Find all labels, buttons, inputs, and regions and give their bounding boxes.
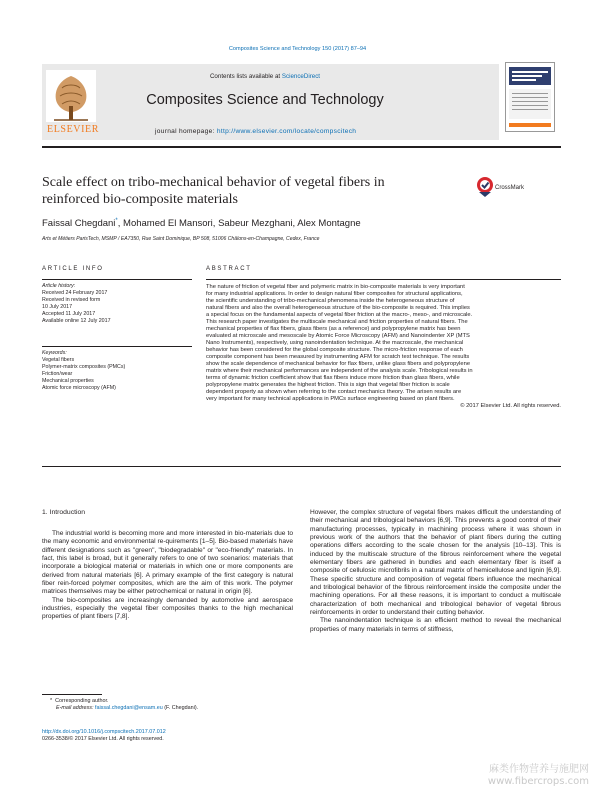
affiliation: Arts et Métiers ParisTech, MSMP / EA7350, Rue Saint Dominique, BP 508, 51006 Châlons-en-Champagne, Cedex, France — [42, 236, 320, 242]
abstract-bottom-rule — [42, 466, 561, 467]
doi-link[interactable]: http://dx.doi.org/10.1016/j.compscitech.2017.07.012 — [42, 729, 166, 735]
keywords-rule — [42, 346, 192, 347]
journal-cover-thumbnail — [505, 62, 555, 132]
title-line-1: Scale effect on tribo-mechanical behavior of vegetal fibers in — [42, 175, 385, 190]
history-item: Available online 12 July 2017 — [42, 317, 111, 324]
keywords-list — [42, 350, 125, 391]
history-label: Article history: — [42, 283, 76, 289]
email-label: E-mail address: — [56, 705, 95, 712]
abstract-line: a special focus on the fundamental aspects of vegetal fiber friction at the macro-, meso-, and microscale. — [206, 311, 473, 318]
journal-reference[interactable]: Composites Science and Technology 150 (2017) 87–94 — [228, 46, 367, 52]
abstract-line: evaluated at microscale and mesoscale by Atomic Force Microscopy (AFM) and Nanoindenter XP (MTS — [206, 332, 470, 339]
corresponding-author: Faissal Chegdani — [42, 218, 116, 230]
article-info-heading: ARTICLE INFO — [42, 266, 104, 272]
abstract-line: polypropylene matrix generates the highest friction. This is sign that vegetal fiber friction is scale — [206, 381, 450, 388]
section-heading: 1. Introduction — [42, 509, 86, 516]
site-watermark — [488, 764, 589, 788]
watermark-line-1: 麻类作物营养与施肥网 — [489, 764, 589, 775]
author-list — [42, 218, 361, 229]
keyword: Friction/wear — [42, 370, 73, 377]
keyword: Vegetal fibers — [42, 356, 75, 363]
corresponding-note: Corresponding author. — [55, 698, 109, 704]
body-paragraph: The nanoindentation technique is an efficient method to reveal the mechanical properties of many materials in terms of stiffness, — [310, 617, 561, 633]
abstract-line: the scientific understanding of tribo-mechanical phenomena inside the heterogeneous structure of — [206, 297, 455, 304]
abstract-line: terms of dynamic friction coefficient show that flax fibers induce more friction than glass fibers, while — [206, 374, 460, 381]
abstract-heading: ABSTRACT — [206, 266, 252, 272]
footnote — [50, 698, 198, 712]
article-title — [42, 174, 462, 208]
article-history — [42, 283, 111, 324]
title-line-2: reinforced bio-composite materials — [42, 192, 238, 207]
history-item: Accepted 11 July 2017 — [42, 310, 96, 317]
footnote-rule — [42, 694, 102, 695]
journal-title: Composites Science and Technology — [146, 92, 384, 108]
history-item: 10 July 2017 — [42, 303, 73, 310]
history-item: Received 24 February 2017 — [42, 289, 108, 296]
publisher-name: ELSEVIER — [46, 124, 100, 135]
body-paragraph: However, the complex structure of vegetal fibers makes difficult the understanding of their mechanical and tribological behaviors [6,9]. This prevents a good control of their manufacturing processes, typically in machining process where it was shown in previous work of the authors that the behavior of plant fibers during the cutting operations differs according to the scale chosen for the analysis [10–13]. This is induced by the multiscale structure of the fibrous reinforcement where the vegetal elementary fibers are gathered in bundles and each elementary fiber is itself a composite of cellulosic microfibrils in a natural matrix of hemicellulose and lignin [6,9]. These specific structure and composition of vegetal fibers influence the mechanical and tribological behavior of the fibrous reinforcement inside the composite under the machining operations. For all these reasons, it is important to conduct a multiscale characterization of both mechanical and tribological behavior of vegetal fibrous reinforcements in order to understand their cutting behavior. — [310, 509, 561, 617]
keyword: Mechanical properties — [42, 377, 94, 384]
corresponding-mark[interactable]: * — [115, 218, 118, 224]
keywords-label: Keywords: — [42, 350, 67, 356]
abstract-line: very important for many technical applications in PMCs surface engineering based on plant fibers. — [206, 395, 455, 402]
keyword: Polymer-matrix composites (PMCs) — [42, 363, 126, 370]
abstract-line: behavior has been considered for the global composite structure. The micro-friction response of each — [206, 346, 463, 353]
abstract-line: show the scale dependence of mechanical behavior for flax fibers, unlike glass fibers and polypropylene — [206, 360, 471, 367]
abstract-line: This research paper investigates the multiscale mechanical and friction properties of natural fibers. The — [206, 318, 468, 325]
history-item: Received in revised form — [42, 296, 101, 303]
abstract-rule — [206, 279, 561, 280]
body-paragraph: The industrial world is becoming more and more interested in bio-materials due to the many economic and environmental re-quirements [1–5]. Bio-based materials have different designations such as "green", "biodegradable" or "eco-friendly" materials. In fact, this label is broad, but it generally refers to one of two scenarios: materials that incorporate a biological material or materials in which one or more components are derived from natural materials [6]. A primary example of the first category is natural fiber rein-forced polymer composites, which are the aim of this work. The polymer matrices themselves may be either petrochemical or natural in origin [6]. — [42, 530, 293, 596]
watermark-line-2: www.fibercrops.com — [487, 776, 589, 787]
abstract-line: mechanical properties of flax fibers, glass fibers (as a reference) and polypropylene matrix has been — [206, 325, 461, 332]
email-link[interactable]: faissal.chegdani@ensam.eu — [94, 705, 163, 712]
abstract-line: The nature of friction of vegetal fiber and polymeric matrix in bio-composite materials is very important — [206, 284, 465, 290]
issn-copyright: 0266-3538/© 2017 Elsevier Ltd. All rights reserved. — [42, 736, 164, 743]
co-authors: , Mohamed El Mansori, Sabeur Mezghani, Alex Montagne — [117, 218, 361, 230]
journal-homepage — [100, 128, 545, 135]
abstract-line: natural fibers and also the overall heterogeneous structure of the bio-composite is required. This implies — [206, 304, 470, 311]
homepage-link[interactable]: http://www.elsevier.com/locate/compscitech — [216, 128, 357, 135]
sciencedirect-link[interactable]: ScienceDirect — [281, 73, 321, 80]
body-right-column — [310, 509, 561, 634]
article-info-rule — [42, 279, 192, 280]
homepage-label: journal homepage: — [155, 128, 217, 135]
abstract-copyright: © 2017 Elsevier Ltd. All rights reserved. — [460, 402, 561, 409]
abstract-line: composite component has been measured by instrumenting AFM for scratch test technique. The results — [206, 353, 470, 360]
body-left-column — [42, 530, 293, 622]
abstract-line: for many industrial applications. In order to design natural fiber composites for structural applications, — [206, 290, 463, 297]
crossmark-icon[interactable] — [476, 176, 494, 198]
header-rule — [42, 146, 561, 148]
contents-prefix: Contents lists available at — [209, 73, 282, 80]
abstract-line: Nano Instruments), respectively, using nanoindentation technique. At the macroscale, the mechanical — [206, 339, 464, 346]
crossmark-label[interactable]: CrossMark — [495, 185, 525, 191]
email-owner: (F. Chegdani). — [162, 705, 199, 712]
body-paragraph: The bio-composites are increasingly demanded by automotive and aerospace industries, especially the vegetal fiber composites thanks to the high mechanical properties of plant fibers [7,8]. — [42, 596, 293, 621]
abstract-line: matrix where their mechanical performances are independent of the analysis scale. Tribological results in — [206, 367, 473, 374]
article-identifiers — [42, 729, 166, 743]
keyword: Atomic force microscopy (AFM) — [42, 384, 116, 391]
abstract-line: dependent property as shown when referring to the contact mechanics theory. The arisen results are — [206, 388, 462, 395]
elsevier-tree-logo — [42, 66, 100, 126]
abstract-text — [206, 284, 561, 410]
contents-availability — [100, 73, 430, 80]
footnote-mark: * — [50, 698, 53, 704]
